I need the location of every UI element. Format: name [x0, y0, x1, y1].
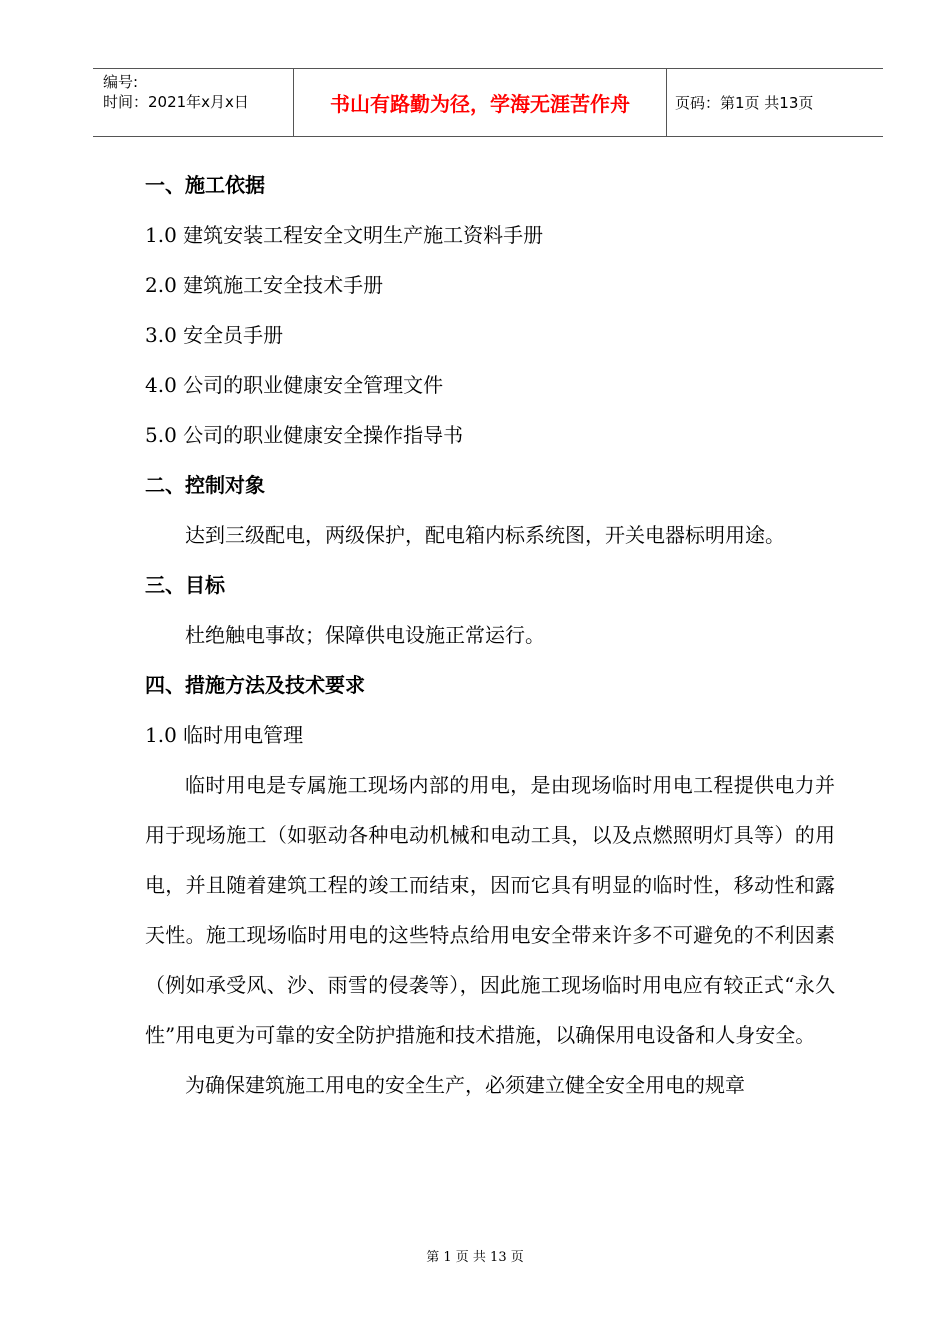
header-motto: 书山有路勤为径，学海无涯苦作舟: [294, 69, 667, 136]
section-4-title: 四、措施方法及技术要求: [145, 673, 365, 697]
time-label: 时间：2021年x月x日: [103, 93, 249, 111]
header-meta: [93, 69, 294, 136]
number-label: 编号:: [103, 73, 139, 91]
section-1-item: 4.0 公司的职业健康安全管理文件: [145, 373, 444, 397]
section-3-text: 杜绝触电事故；保障供电设施正常运行。: [185, 623, 545, 647]
section-4-paragraph-1: 临时用电是专属施工现场内部的用电，是由现场临时用电工程提供电力并用于现场施工（如驱动各种电动机械和电动工具，以及点燃照明灯具等）的用电，并且随着建筑工程的竣工而结束，因而它具有明显的临时性，移动性和露天性。施工现场临时用电的这些特点给用电安全带来许多不可避免的不利因素（例如承受风、沙、雨雪的侵袭等），因此施工现场临时用电应有较正式“永久性”用电更为可靠的安全防护措施和技术措施，以确保用电设备和人身安全。: [145, 773, 835, 1047]
section-2-text: 达到三级配电，两级保护，配电箱内标系统图，开关电器标明用途。: [185, 523, 785, 547]
document-header: [93, 68, 883, 137]
section-1-title: 一、施工依据: [145, 173, 265, 197]
section-4-subtitle: 1.0 临时用电管理: [145, 723, 304, 747]
section-1-item: 2.0 建筑施工安全技术手册: [145, 273, 384, 297]
section-1-item: 5.0 公司的职业健康安全操作指导书: [145, 423, 464, 447]
document-body: [145, 160, 835, 1110]
section-3-title: 三、目标: [145, 573, 225, 597]
page-footer: 第 1 页 共 13 页: [426, 1250, 524, 1265]
section-2-title: 二、控制对象: [145, 473, 265, 497]
section-1-item: 1.0 建筑安装工程安全文明生产施工资料手册: [145, 223, 544, 247]
section-4-paragraph-2: 为确保建筑施工用电的安全生产，必须建立健全安全用电的规章: [185, 1073, 745, 1097]
section-1-item: 3.0 安全员手册: [145, 323, 284, 347]
header-page-info: 页码：第1页 共13页: [675, 94, 814, 112]
